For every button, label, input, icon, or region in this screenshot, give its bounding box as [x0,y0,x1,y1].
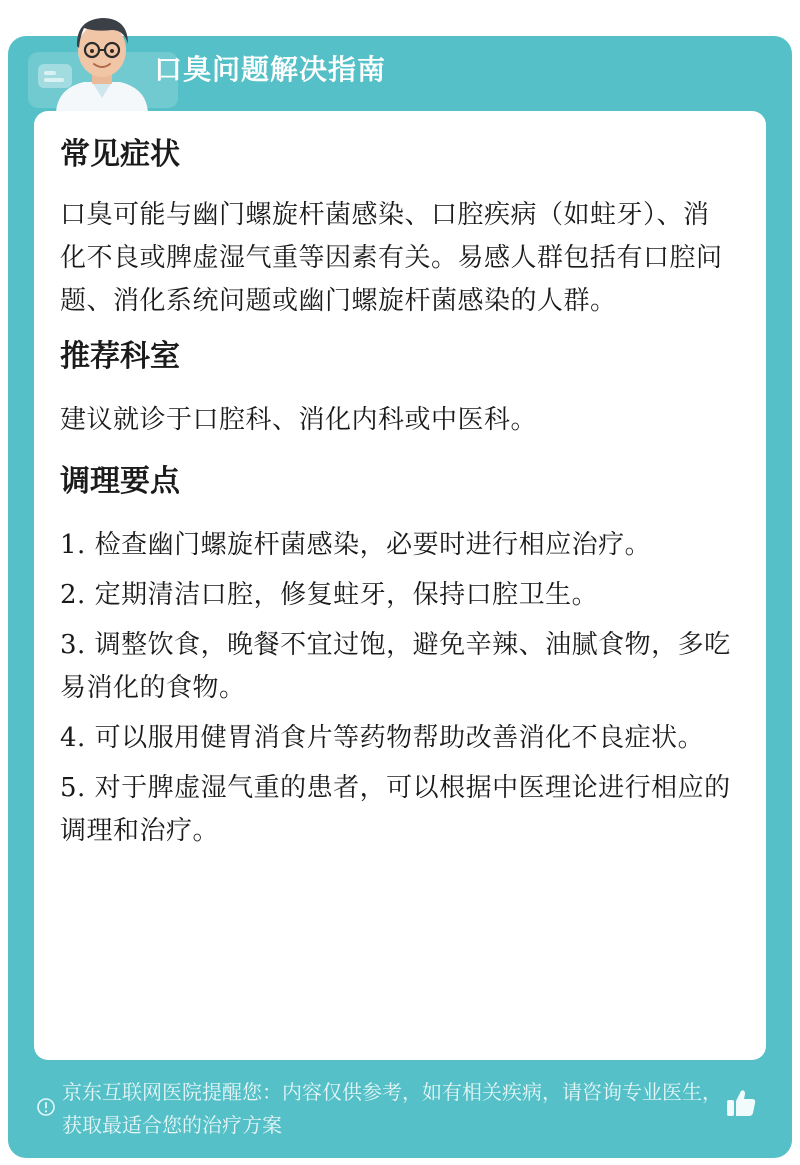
info-icon [36,1097,56,1117]
disclaimer-text: 京东互联网医院提醒您：内容仅供参考，如有相关疾病，请咨询专业医生，获取最适合您的治疗方案 [62,1080,722,1137]
section-heading-care: 调理要点 [60,464,180,499]
list-item-number: 2. [60,580,86,610]
content-card [34,111,766,1060]
list-item-number: 1. [60,530,86,560]
list-item-text: 对于脾虚湿气重的患者，可以根据中医理论进行相应的调理和治疗。 [60,773,731,846]
list-item-text: 定期清洁口腔，修复蛀牙，保持口腔卫生。 [94,580,599,610]
section-heading-department: 推荐科室 [60,339,180,374]
list-item [60,574,732,617]
list-item [60,624,732,710]
section-text-symptoms: 口臭可能与幽门螺旋杆菌感染、口腔疾病（如蛀牙）、消化不良或脾虚湿气重等因素有关。易感人群包括有口腔问题、消化系统问题或幽门螺旋杆菌感染的人群。 [60,200,723,316]
thumbs-up-icon[interactable] [724,1086,758,1120]
list-item [60,717,732,760]
list-item-number: 3. [60,630,86,660]
list-item-text: 检查幽门螺旋杆菌感染，必要时进行相应治疗。 [94,530,652,560]
page-title: 口臭问题解决指南 [154,53,387,86]
list-item-number: 5. [60,773,86,803]
section-heading-symptoms: 常见症状 [60,137,180,172]
list-item-number: 4. [60,723,86,753]
doctor-avatar-icon [44,6,160,112]
list-item [60,767,732,853]
list-item-text: 调整饮食，晚餐不宜过饱，避免辛辣、油腻食物，多吃易消化的食物。 [60,630,731,703]
list-item [60,524,732,567]
section-text-department: 建议就诊于口腔科、消化内科或中医科。 [60,405,538,435]
list-item-text: 可以服用健胃消食片等药物帮助改善消化不良症状。 [94,723,705,753]
content-body [60,133,732,860]
